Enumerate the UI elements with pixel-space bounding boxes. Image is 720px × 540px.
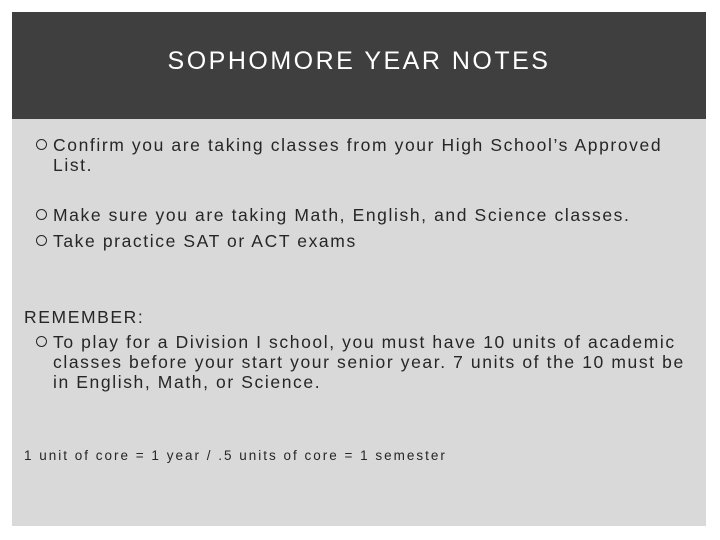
- footnote: 1 unit of core = 1 year / .5 units of core = 1 semester: [24, 448, 447, 463]
- slide: [12, 12, 706, 526]
- bullet-text: Take practice SAT or ACT exams: [53, 231, 357, 251]
- bullet-text: Make sure you are taking Math, English, and Science classes.: [53, 205, 631, 225]
- remember-label: REMEMBER:: [24, 307, 145, 327]
- bullet-text: Confirm you are taking classes from your High School’s Approved List.: [53, 135, 663, 175]
- bullet-circle-icon: [36, 235, 47, 246]
- bullet-circle-icon: [36, 139, 47, 150]
- bullet-circle-icon: [36, 209, 47, 220]
- bullet-text: To play for a Division I school, you must have 10 units of academic classes before your start your senior year. 7 units of the 10 must be in English, Math, or Science.: [53, 332, 685, 392]
- bullet-item: [24, 231, 694, 251]
- slide-title: SOPHOMORE YEAR NOTES: [167, 47, 551, 75]
- title-bar: [12, 12, 706, 119]
- bullet-circle-icon: [36, 336, 47, 347]
- remember-bullet: [24, 332, 694, 392]
- bullet-item: [24, 135, 694, 175]
- bullet-item: [24, 205, 694, 225]
